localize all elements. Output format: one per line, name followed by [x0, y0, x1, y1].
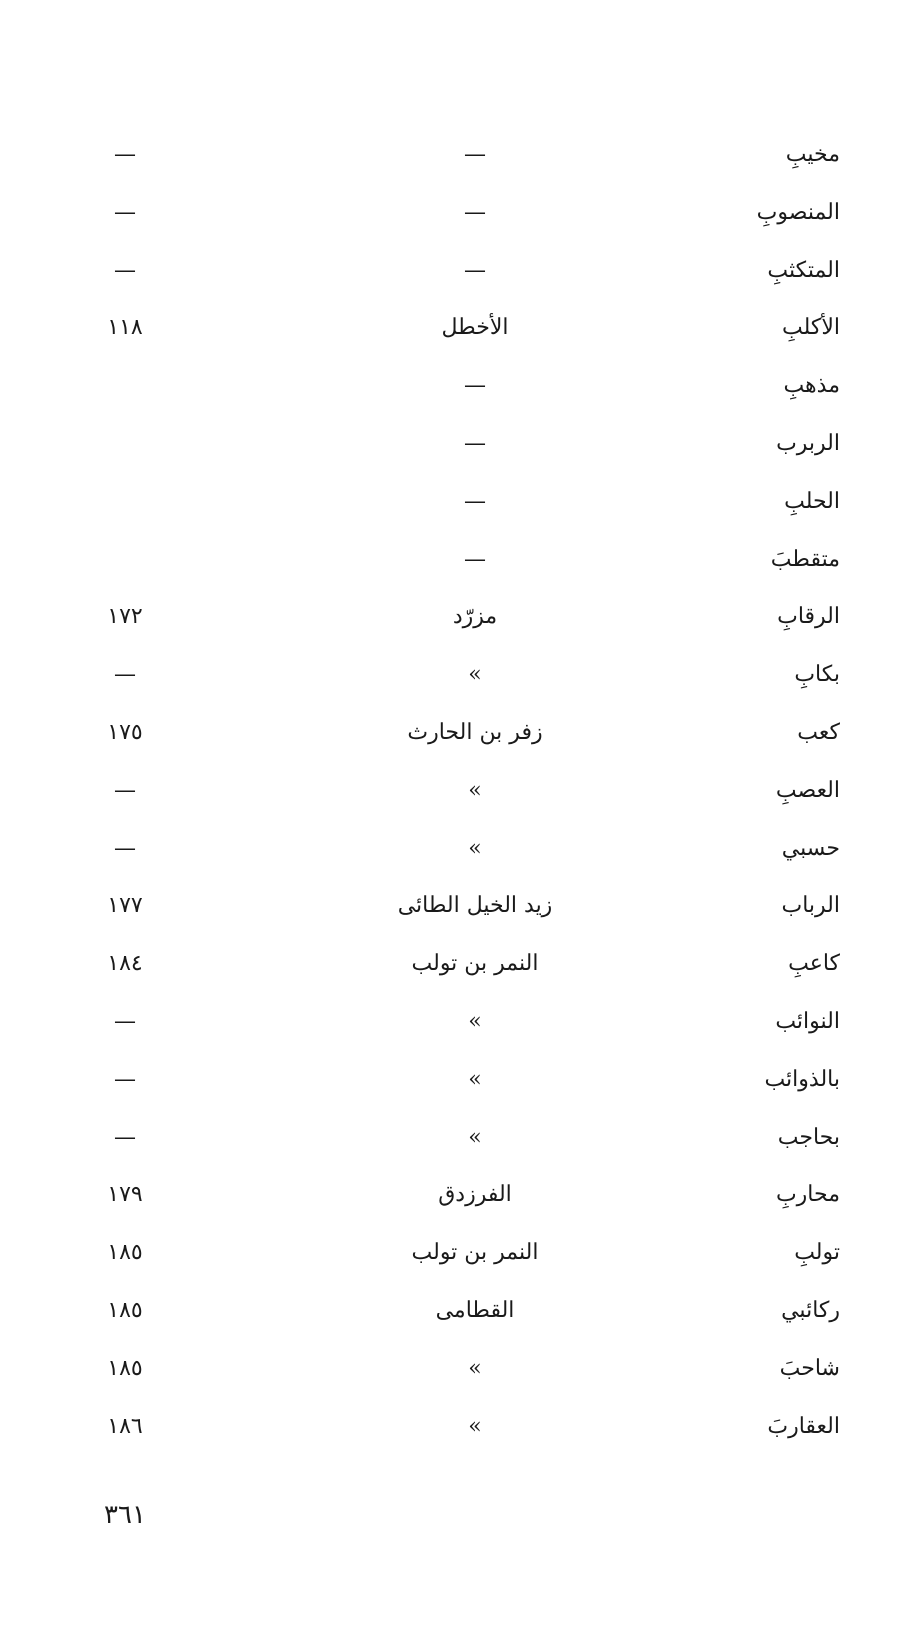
- index-row: [70, 1340, 840, 1398]
- rhyme-word: الرقابِ: [777, 604, 840, 630]
- rhyme-word: المنصوبِ: [756, 199, 840, 225]
- index-row: [70, 993, 840, 1051]
- poet-name: »: [468, 1008, 482, 1034]
- poet-name: زفر بن الحارث: [407, 719, 543, 745]
- rhyme-word: بكابِ: [794, 662, 840, 688]
- poet-name: القطامى: [435, 1297, 515, 1323]
- page-reference: ١١٨: [107, 315, 143, 341]
- page-reference: —: [114, 777, 136, 803]
- index-row: [70, 415, 840, 473]
- page-reference: ١٧٥: [107, 719, 143, 745]
- poet-name: الأخطل: [441, 315, 509, 341]
- page-reference: [70, 473, 180, 531]
- index-row: [70, 762, 840, 820]
- page-reference: —: [114, 199, 136, 225]
- poet-name: »: [468, 1124, 482, 1150]
- page-reference: —: [114, 1008, 136, 1034]
- index-row: [70, 184, 840, 242]
- rhyme-word: الأكلبِ: [781, 315, 840, 341]
- index-row: [70, 1224, 840, 1282]
- rhyme-word: العصبِ: [775, 777, 840, 803]
- index-row: [70, 646, 840, 704]
- page-reference: —: [114, 1124, 136, 1150]
- page-reference: [70, 415, 180, 473]
- index-row: [70, 1051, 840, 1109]
- rhyme-word: الربرب: [776, 430, 840, 456]
- poet-name: مزرّد: [452, 604, 498, 630]
- rhyme-word: حسبي: [781, 835, 840, 861]
- index-row: [70, 588, 840, 646]
- rhyme-word: بالذوائب: [764, 1066, 840, 1092]
- poet-name: »: [468, 1413, 482, 1439]
- rhyme-word: المتكثبِ: [767, 257, 840, 283]
- rhyme-word: الرباب: [781, 893, 840, 919]
- page-reference: ١٧٢: [107, 604, 143, 630]
- rhyme-word: شاحبَ: [779, 1355, 840, 1381]
- rhyme-word: مذهبِ: [783, 373, 840, 399]
- rhyme-word: محاربِ: [775, 1182, 840, 1208]
- poet-name: »: [468, 835, 482, 861]
- poet-name: —: [464, 257, 486, 283]
- rhyme-word: متقطبَ: [770, 546, 840, 572]
- rhyme-word: كاعبِ: [788, 951, 840, 977]
- poet-name: »: [468, 662, 482, 688]
- poet-name: النمر بن تولب: [411, 951, 539, 977]
- page-reference: —: [114, 142, 136, 167]
- poet-name: الفرزدق: [438, 1182, 512, 1208]
- page-reference: —: [114, 1066, 136, 1092]
- index-row: [70, 1398, 840, 1456]
- page-reference: ١٧٧: [107, 893, 143, 919]
- index-row: [70, 126, 840, 184]
- page-reference: ١٨٥: [107, 1240, 143, 1266]
- rhyme-word: كعب: [797, 719, 840, 745]
- page-number: ٣٦١: [104, 1500, 146, 1530]
- index-row: [70, 473, 840, 531]
- poet-name: —: [464, 142, 486, 167]
- poet-name: »: [468, 1355, 482, 1381]
- index-row: [70, 935, 840, 993]
- index-row: [70, 531, 840, 589]
- rhyme-word: النوائب: [775, 1008, 840, 1034]
- rhyme-word: تولبِ: [794, 1240, 840, 1266]
- poet-name: »: [468, 777, 482, 803]
- page-reference: [70, 357, 180, 415]
- page-reference: [70, 531, 180, 589]
- index-row: [70, 1109, 840, 1167]
- rhyme-index-table: [70, 126, 840, 1455]
- page-reference: ١٨٥: [107, 1297, 143, 1323]
- poet-name: —: [464, 488, 486, 514]
- index-row: [70, 877, 840, 935]
- index-row: [70, 357, 840, 415]
- poet-name: زيد الخيل الطائى: [397, 893, 553, 919]
- rhyme-word: ركائبي: [781, 1297, 840, 1323]
- rhyme-word: الحلبِ: [784, 488, 840, 514]
- page-reference: —: [114, 835, 136, 861]
- rhyme-word: العقاربَ: [767, 1413, 840, 1439]
- page-reference: ١٨٦: [107, 1413, 143, 1439]
- poet-name: —: [464, 199, 486, 225]
- index-row: [70, 820, 840, 878]
- index-row: [70, 299, 840, 357]
- poet-name: —: [464, 373, 486, 399]
- index-row: [70, 1282, 840, 1340]
- poet-name: »: [468, 1066, 482, 1092]
- index-row: [70, 242, 840, 300]
- index-row: [70, 704, 840, 762]
- rhyme-word: بحاجب: [777, 1124, 840, 1150]
- poet-name: النمر بن تولب: [411, 1240, 539, 1266]
- poet-name: —: [464, 546, 486, 572]
- page-reference: ١٨٤: [107, 951, 143, 977]
- page-reference: ١٧٩: [107, 1182, 143, 1208]
- page-reference: —: [114, 257, 136, 283]
- rhyme-word: مخيبِ: [785, 142, 840, 167]
- index-row: [70, 1166, 840, 1224]
- page-reference: —: [114, 662, 136, 688]
- page-reference: ١٨٥: [107, 1355, 143, 1381]
- poet-name: —: [464, 430, 486, 456]
